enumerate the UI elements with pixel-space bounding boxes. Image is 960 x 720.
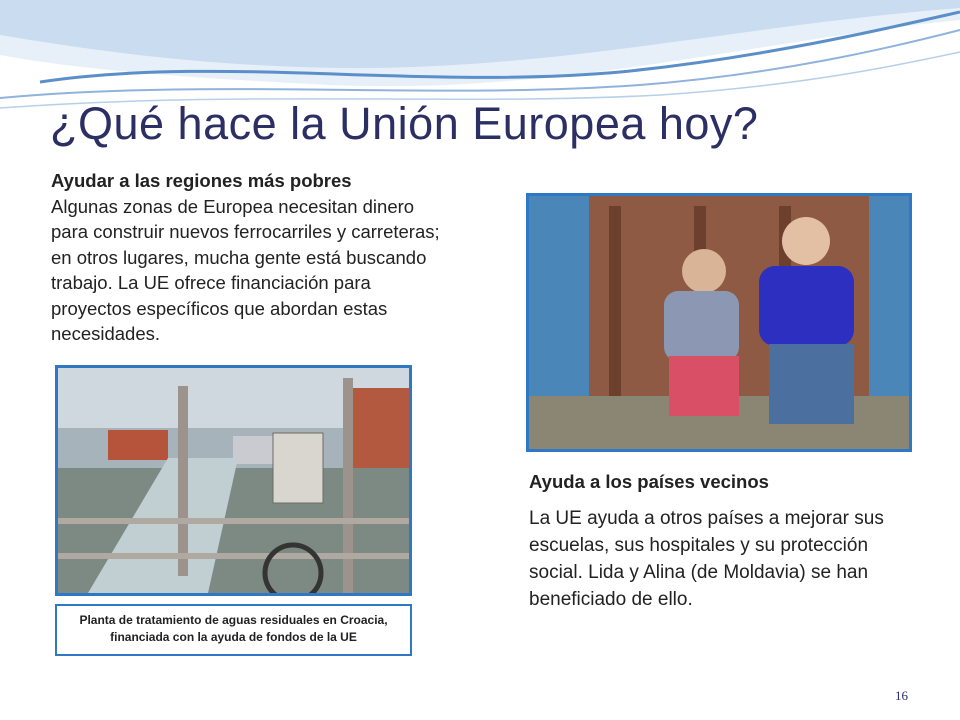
caption-line-2: financiada con la ayuda de fondos de la UE: [110, 630, 357, 644]
photo-caption: [55, 604, 412, 656]
treatment-plant-photo: [55, 365, 412, 596]
slide-title: ¿Qué hace la Unión Europea hoy?: [50, 98, 759, 149]
left-heading: Ayudar a las regiones más pobres: [51, 170, 352, 191]
left-text-block: [51, 168, 451, 347]
left-body: Algunas zonas de Europea necesitan dinero para construir nuevos ferrocarriles y carreteras; en otros lugares, mucha gente está buscando trabajo. La UE ofrece financiación para proyectos específicos que abordan estas necesidades.: [51, 195, 440, 344]
caption-line-1: Planta de tratamiento de aguas residuales en Croacia,: [79, 613, 388, 627]
right-body: La UE ayuda a otros países a mejorar sus escuelas, sus hospitales y su protección social. Lida y Alina (de Moldavia) se han beneficiado de ello.: [529, 508, 884, 610]
children-photo: [526, 193, 912, 452]
page-number: 16: [895, 688, 908, 703]
right-heading: Ayuda a los países vecinos: [529, 471, 769, 492]
